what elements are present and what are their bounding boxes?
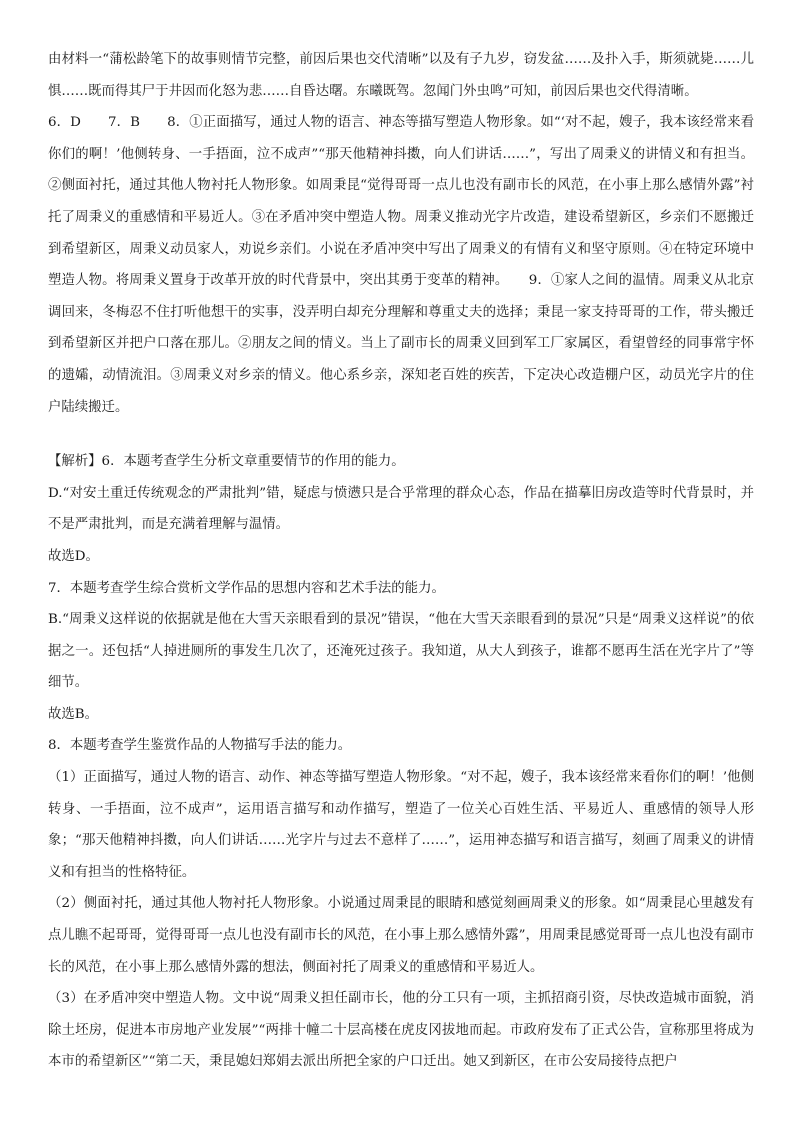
section-gap	[48, 423, 754, 446]
analysis-6-explanation: D.“对安土重迁传统观念的严肃批判”错，疑虑与愤懑只是合乎常理的群众心态，作品在描摹旧房改造等时代背景时，并不是严肃批判，而是充满着理解与温情。	[48, 485, 754, 533]
answer-paragraph-2: 6．D 7．B 8．①正面描写，通过人物的语言、神态等描写塑造人物形象。如“‘对不起，嫂子，我本该经常来看你们的啊！’他侧转身、一手捂面，泣不成声”“那天他精神抖擞，向人们讲话……”，写出了周秉义的讲情义和有担当。②侧面衬托，通过其他人物衬托人物形象。如周秉昆“觉得哥哥一点儿也没有副市长的风范，在小事上那么感情外露”衬托了周秉义的重感情和平易近人。③在矛盾冲突中塑造人物。周秉义推动光字片改造，建设希望新区，乡亲们不愿搬迁到希望新区，周秉义动员家人，劝说乡亲们。小说在矛盾冲突中写出了周秉义的有情有义和坚守原则。④在特定环境中塑造人物。将周秉义置身于改革开放的时代背景中，突出其勇于变革的精神。 9．①家人之间的温情。周秉义从北京调回来，冬梅忍不住打听他想干的实事，没弄明白却充分理解和尊重丈夫的选择；秉昆一家支持哥哥的工作，带头搬迁到希望新区并把户口落在那儿。②朋友之间的情义。当上了副市长的周秉义回到军工厂家属区，看望曾经的同事常宇怀的遗孀，动情流泪。③周秉义对乡亲的情义。他心系乡亲，深知老百姓的疾苦，下定决心改造棚户区，动员光字片的住户陆续搬迁。	[48, 115, 754, 415]
analysis-heading-6: 【解析】6．本题考查学生分析文章重要情节的作用的能力。	[48, 454, 405, 470]
analysis-7-explanation: B.“周秉义这样说的依据就是他在大雪天亲眼看到的景况”错误，“他在大雪天亲眼看到的景况”只是“周秉义这样说”的依据之一。还包括“人掉进厕所的事发生几次了，还淹死过孩子。我知道，从大人到孩子，谁都不愿再生活在光字片了”等细节。	[48, 612, 754, 691]
document-page	[48, 44, 754, 1078]
analysis-8-point-3: （3）在矛盾冲突中塑造人物。文中说“周秉义担任副市长，他的分工只有一项，主抓招商引资，尽快改造城市面貌，消除土坯房，促进本市房地产业发展”“两排十幢二十层高楼在虎皮冈拔地而起。市政府发布了正式公告，宣称那里将成为本市的希望新区”“第二天，秉昆媳妇郑娟去派出所把全家的户口迁出。她又到新区，在市公安局接待点把户	[48, 991, 754, 1070]
analysis-6-choice: 故选D。	[48, 548, 99, 564]
analysis-7-choice: 故选B。	[48, 706, 99, 722]
answer-paragraph-1: 由材料一“蒲松龄笔下的故事则情节完整，前因后果也交代清晰”以及有子九岁，窃发盆……及扑入手，斯须就毙……儿惧……既而得其尸于井因而化怒为悲……自昏达曙。东曦既驾。忽闻门外虫鸣”可知，前因后果也交代得清晰。	[48, 52, 754, 99]
analysis-heading-7: 7．本题考查学生综合赏析文学作品的思想内容和艺术手法的能力。	[48, 580, 445, 596]
analysis-8-point-1: （1）正面描写，通过人物的语言、动作、神态等描写塑造人物形象。“对不起，嫂子，我本该经常来看你们的啊！’他侧转身、一手捂面，泣不成声”，运用语言描写和动作描写，塑造了一位关心百姓生活、平易近人、重感情的领导人形象；“那天他精神抖擞，向人们讲话……光字片与过去不意样了……”，运用神态描写和语言描写，刻画了周秉义的讲情义和有担当的性格特征。	[48, 770, 754, 880]
analysis-heading-8: 8．本题考查学生鉴赏作品的人物描写手法的能力。	[48, 738, 352, 754]
analysis-8-point-2: （2）侧面衬托，通过其他人物衬托人物形象。小说通过周秉昆的眼睛和感觉刻画周秉义的形象。如“周秉昆心里越发有点儿瞧不起哥哥，觉得哥哥一点儿也没有副市长的风范，在小事上那么感情外露”，用周秉昆感觉哥哥一点儿也没有副市长的风范，在小事上那么感情外露的想法，侧面衬托了周秉义的重感情和平易近人。	[48, 896, 754, 975]
